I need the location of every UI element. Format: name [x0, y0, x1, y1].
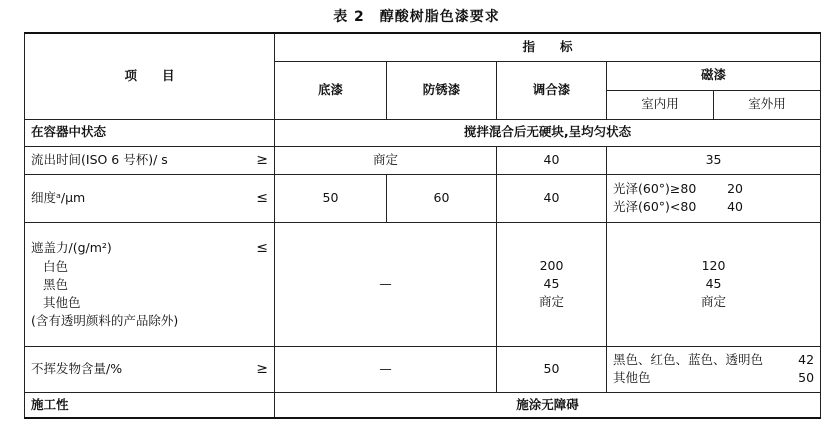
table-row: [25, 392, 821, 418]
flow-sign: ≥: [256, 151, 268, 168]
table-row: [25, 119, 821, 146]
flow-label-cell: [25, 146, 275, 174]
hiding-blend-white: 200: [539, 257, 564, 273]
fineness-enamel-line2-label: 光泽(60°)<80: [613, 199, 697, 214]
hiding-blend-black: 45: [543, 275, 560, 291]
header-blend: 调合漆: [497, 61, 607, 119]
hiding-black-label: 黑色: [43, 277, 69, 293]
nonvolatile-enamel: [607, 346, 821, 392]
hiding-primer-rust: —: [275, 222, 497, 346]
fineness-sign: ≤: [256, 189, 268, 206]
container-label: 在容器中状态: [25, 119, 275, 146]
fineness-primer: 50: [275, 174, 387, 222]
table-title: 表 2 醇酸树脂色漆要求: [333, 9, 500, 25]
hiding-enamel: [607, 222, 821, 346]
fineness-label: 细度ᵃ/μm: [31, 189, 86, 205]
fineness-enamel-line1-value: 20: [727, 180, 743, 196]
hiding-enamel-black: 45: [705, 275, 722, 291]
nonvolatile-label: 不挥发物含量/%: [31, 360, 123, 376]
hiding-blend: [497, 222, 607, 346]
application-value: 施涂无障碍: [275, 392, 821, 418]
header-rustproof: 防锈漆: [387, 61, 497, 119]
hiding-label: 遮盖力/(g/m²): [31, 239, 112, 255]
hiding-label-cell: [25, 222, 275, 346]
header-indoor: 室内用: [607, 90, 714, 119]
flow-enamel: 35: [607, 146, 821, 174]
hiding-sign: ≤: [256, 239, 268, 256]
hiding-blend-other: 商定: [538, 294, 564, 310]
requirements-table: [24, 32, 821, 419]
fineness-blend: 40: [497, 174, 607, 222]
fineness-label-cell: [25, 174, 275, 222]
nonvolatile-enamel-line2-value: 50: [798, 370, 815, 385]
hiding-white-label: 白色: [43, 258, 69, 274]
nonvolatile-primer-rust: —: [275, 346, 497, 392]
flow-label: 流出时间(ISO 6 号杯)/ s: [31, 151, 168, 167]
hiding-enamel-other: 商定: [701, 294, 727, 310]
container-value: 搅拌混合后无硬块,呈均匀状态: [275, 119, 821, 146]
table-row: [25, 222, 821, 346]
nonvolatile-enamel-line2-label: 其他色: [613, 370, 651, 385]
header-primer: 底漆: [275, 61, 387, 119]
nonvolatile-label-cell: [25, 346, 275, 392]
header-enamel: 磁漆: [607, 61, 821, 90]
fineness-enamel-line1-label: 光泽(60°)≥80: [613, 180, 697, 196]
flow-blend: 40: [497, 146, 607, 174]
nonvolatile-blend: 50: [497, 346, 607, 392]
hiding-other-label: 其他色: [43, 295, 81, 311]
table-row: [25, 146, 821, 174]
header-item: 项 目: [25, 33, 275, 119]
header-outdoor: 室外用: [714, 90, 821, 119]
hiding-note: (含有透明颜料的产品除外): [31, 313, 179, 329]
hiding-enamel-white: 120: [701, 257, 726, 273]
table-row: [25, 346, 821, 392]
fineness-enamel: [607, 174, 821, 222]
flow-primer-rust: 商定: [275, 146, 497, 174]
header-indicator: 指 标: [275, 33, 821, 61]
nonvolatile-sign: ≥: [256, 360, 268, 377]
nonvolatile-enamel-line1-label: 黑色、红色、蓝色、透明色: [613, 351, 764, 367]
nonvolatile-enamel-line1-value: 42: [798, 351, 815, 367]
table-row: [25, 174, 821, 222]
fineness-enamel-line2-value: 40: [727, 199, 743, 214]
fineness-rust: 60: [387, 174, 497, 222]
application-label: 施工性: [25, 392, 275, 418]
